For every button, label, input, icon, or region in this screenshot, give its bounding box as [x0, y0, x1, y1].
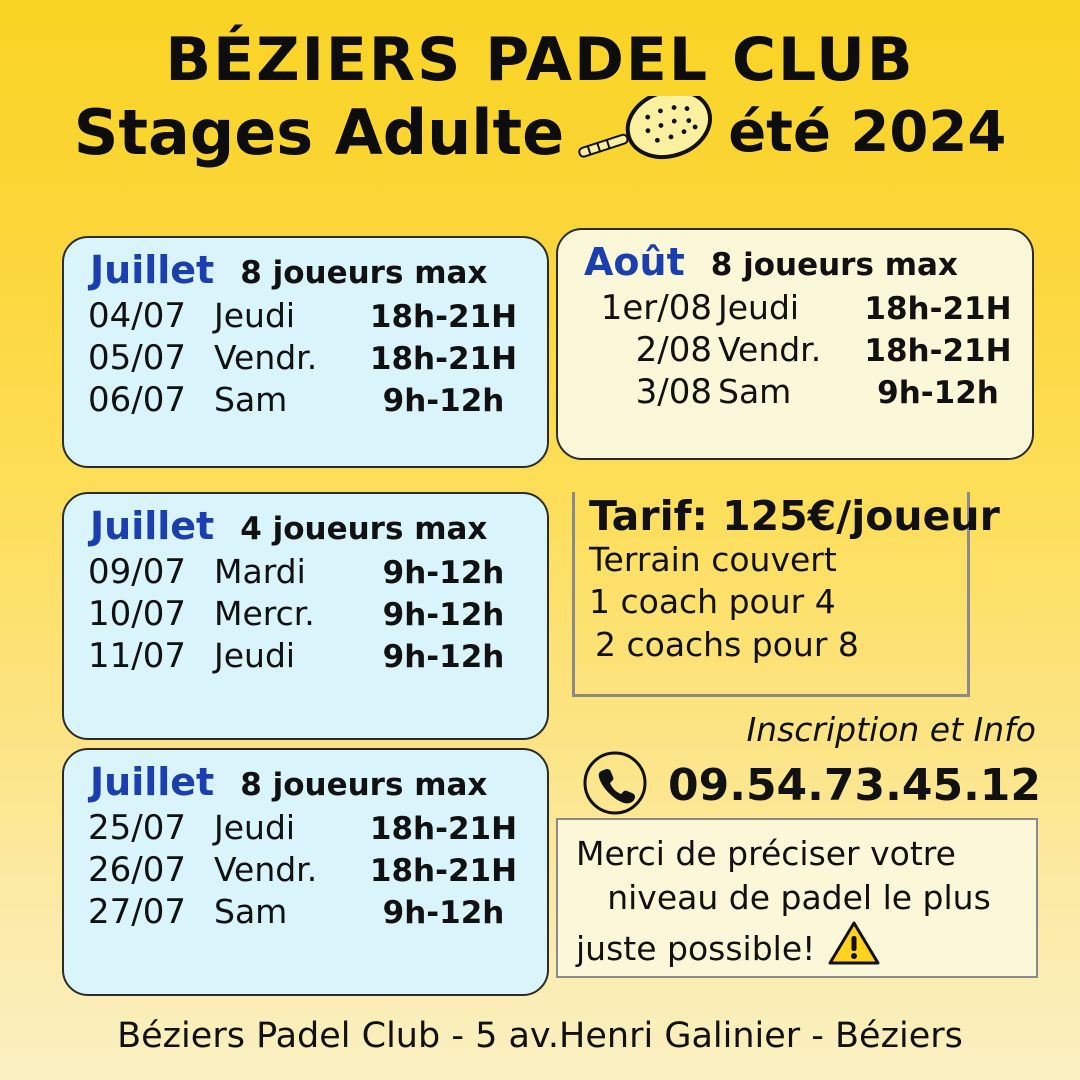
- session-date: 10/07: [88, 594, 186, 634]
- card-capacity: 8 joueurs max: [240, 255, 488, 291]
- session-date: 25/07: [88, 808, 186, 848]
- stages-title: Stages Adulte: [73, 96, 565, 169]
- session-card-aout: [556, 228, 1034, 460]
- session-time: 9h-12h: [382, 555, 505, 591]
- session-day: Vendr.: [718, 330, 822, 369]
- card-header: [64, 494, 547, 550]
- session-day: Sam: [214, 380, 288, 419]
- session-row: [88, 338, 527, 378]
- session-row: [88, 380, 527, 420]
- session-time: 18h-21H: [864, 333, 1012, 369]
- session-date: 05/07: [88, 338, 186, 378]
- season-title: été 2024: [728, 100, 1007, 165]
- session-time: 18h-21H: [369, 299, 518, 335]
- session-date: 26/07: [88, 850, 186, 890]
- session-list: [64, 808, 547, 942]
- session-day: Vendr.: [214, 850, 318, 889]
- session-date: 11/07: [88, 636, 186, 676]
- session-row: [88, 296, 527, 336]
- session-day: Sam: [718, 372, 792, 411]
- card-header: [64, 750, 547, 806]
- card-month: Juillet: [90, 248, 215, 292]
- session-time: 18h-21H: [369, 341, 518, 377]
- poster-header: [0, 0, 1080, 170]
- note-line-2: niveau de padel le plus: [607, 877, 991, 917]
- session-row: [88, 636, 527, 676]
- tarif-line-terrain: Terrain couvert: [589, 540, 837, 580]
- session-date: 1er/08: [600, 288, 712, 328]
- inscription-label: Inscription et Info: [746, 710, 1036, 749]
- session-card-juillet-2: [62, 492, 549, 740]
- session-list: [558, 288, 1032, 422]
- club-title: BÉZIERS PADEL CLUB: [165, 25, 915, 95]
- contact-phone-row[interactable]: [580, 748, 1041, 822]
- session-day: Sam: [214, 892, 288, 931]
- session-row: [88, 808, 527, 848]
- session-time: 18h-21H: [369, 853, 518, 889]
- card-month: Juillet: [90, 760, 215, 804]
- note-box: [556, 818, 1038, 978]
- session-time: 9h-12h: [382, 383, 505, 419]
- card-header: [64, 238, 547, 294]
- padel-racket-icon: [572, 96, 722, 170]
- note-line-3-row: [576, 919, 1022, 978]
- session-row: [88, 892, 527, 932]
- session-day: Jeudi: [214, 296, 296, 335]
- session-row: [582, 372, 1012, 412]
- card-month: Juillet: [90, 504, 215, 548]
- session-time: 9h-12h: [382, 597, 505, 633]
- session-list: [64, 552, 547, 686]
- tarif-line-coach-8: 2 coachs pour 8: [595, 624, 859, 664]
- warning-icon: [827, 919, 881, 978]
- session-row: [582, 288, 1012, 328]
- session-day: Jeudi: [214, 636, 296, 675]
- session-date: 27/07: [88, 892, 186, 932]
- session-day: Mardi: [214, 552, 306, 591]
- session-date: 3/08: [635, 372, 712, 412]
- card-header: [558, 230, 1032, 286]
- session-date: 06/07: [88, 380, 186, 420]
- phone-icon: [580, 748, 650, 822]
- session-date: 09/07: [88, 552, 186, 592]
- tarif-title: Tarif: 125€/joueur: [589, 492, 1000, 540]
- subtitle-row: [0, 96, 1080, 170]
- card-month: Août: [584, 240, 685, 284]
- session-date: 04/07: [88, 296, 186, 336]
- session-card-juillet-1: [62, 236, 549, 468]
- session-row: [88, 594, 527, 634]
- session-time: 9h-12h: [382, 895, 505, 931]
- session-day: Jeudi: [718, 288, 800, 327]
- tarif-box: [572, 492, 1000, 697]
- session-row: [582, 330, 1012, 370]
- session-time: 18h-21H: [369, 811, 518, 847]
- session-time: 9h-12h: [382, 639, 505, 675]
- session-card-juillet-3: [62, 748, 549, 996]
- session-time: 18h-21H: [864, 291, 1012, 327]
- session-list: [64, 296, 547, 430]
- session-date: 2/08: [635, 330, 712, 370]
- note-line-3: juste possible!: [576, 928, 816, 968]
- note-line-1: Merci de préciser votre: [576, 834, 956, 873]
- tarif-line-coach-4: 1 coach pour 4: [589, 582, 836, 622]
- session-day: Mercr.: [214, 594, 315, 633]
- phone-number[interactable]: 09.54.73.45.12: [668, 759, 1042, 811]
- card-capacity: 8 joueurs max: [240, 767, 488, 803]
- session-day: Jeudi: [214, 808, 296, 847]
- session-row: [88, 850, 527, 890]
- session-time: 9h-12h: [877, 375, 999, 411]
- session-row: [88, 552, 527, 592]
- card-capacity: 8 joueurs max: [710, 247, 958, 283]
- session-day: Vendr.: [214, 338, 318, 377]
- card-capacity: 4 joueurs max: [240, 511, 488, 547]
- footer-address: Béziers Padel Club - 5 av.Henri Galinier - Béziers: [117, 1016, 963, 1056]
